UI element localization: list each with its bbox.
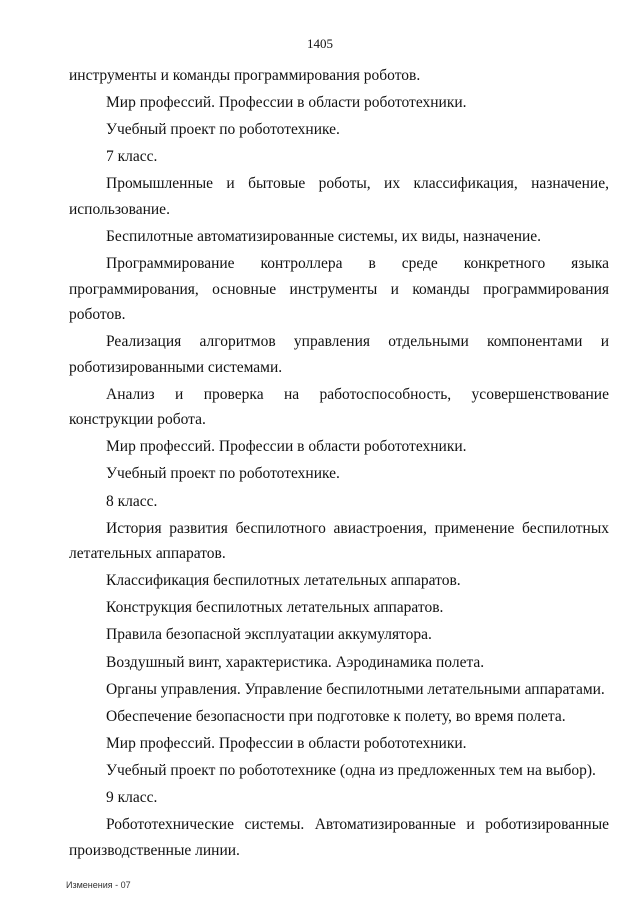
paragraph: Мир профессий. Профессии в области робототехники. (106, 94, 467, 112)
paragraph: Классификация беспилотных летательных аппаратов. (106, 572, 461, 590)
page-number: 1405 (307, 36, 333, 51)
paragraph: Мир профессий. Профессии в области робототехники. (106, 438, 467, 456)
paragraph: Органы управления. Управление беспилотными летательными аппаратами. (106, 680, 605, 698)
paragraph: Программирование контроллера в среде конкретного языка программирования, основные инструменты и команды программирования роботов. (69, 255, 609, 324)
grade-heading: 9 класс. (106, 788, 158, 806)
grade-heading: 8 класс. (106, 492, 158, 510)
paragraph: Учебный проект по робототехнике (одна из предложенных тем на выбор). (106, 761, 596, 779)
paragraph: Правила безопасной эксплуатации аккумулятора. (106, 626, 432, 644)
grade-heading: 7 класс. (106, 148, 158, 166)
paragraph: Воздушный винт, характеристика. Аэродинамика полета. (106, 653, 485, 671)
paragraph: Конструкция беспилотных летательных аппаратов. (106, 599, 444, 617)
paragraph: Учебный проект по робототехнике. (106, 121, 340, 139)
paragraph: Учебный проект по робототехнике. (106, 465, 340, 483)
paragraph: Обеспечение безопасности при подготовке к полету, во время полета. (106, 707, 566, 725)
paragraph: Робототехнические системы. Автоматизированные и роботизированные производственные линии. (69, 816, 609, 859)
document-body (69, 63, 609, 865)
paragraph: История развития беспилотного авиастроения, применение беспилотных летательных аппаратов. (69, 519, 609, 563)
paragraph: Реализация алгоритмов управления отдельными компонентами и роботизированными системами. (69, 333, 609, 376)
paragraph: Анализ и проверка на работоспособность, усовершенствование конструкции робота. (69, 385, 609, 429)
revision-footer: Изменения - 07 (66, 880, 131, 890)
paragraph: Мир профессий. Профессии в области робототехники. (106, 734, 467, 752)
paragraph: Беспилотные автоматизированные системы, их виды, назначение. (106, 227, 542, 245)
paragraph-continuation: инструменты и команды программирования роботов. (69, 67, 421, 84)
paragraph: Промышленные и бытовые роботы, их классификация, назначение, использование. (69, 175, 609, 218)
